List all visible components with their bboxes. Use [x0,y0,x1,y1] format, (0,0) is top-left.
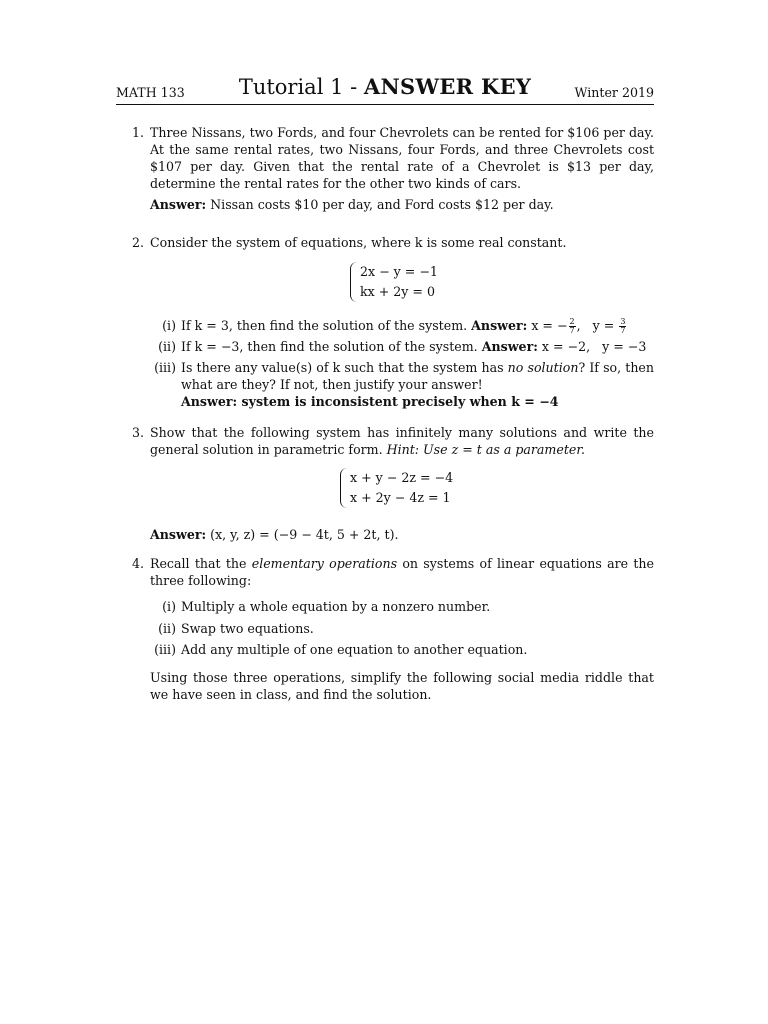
q3-text-a: Show that the following system has infinitely many solutions and write the general solution in parametric form. [150,425,654,457]
q4-i-text: Multiply a whole equation by a nonzero number. [181,599,491,614]
q3-hint: Hint: Use z = t as a parameter. [386,442,585,457]
q4-iii-label: (iii) [154,642,176,657]
q4-ii-text: Swap two equations. [181,621,314,636]
q3-eq2: x + 2y − 4z = 1 [350,490,451,505]
q1-number: 1. [132,125,145,140]
q2-ii-text: If k = −3, then find the solution of the system. [181,339,482,354]
q3-answer [150,526,654,543]
q3-answer-text: (x, y, z) = (−9 − 4t, 5 + 2t, t). [206,527,399,542]
page-header [116,74,654,105]
q2-brace [350,262,357,302]
q4-closing: Using those three operations, simplify the following social media riddle that we have seen in class, and find the solution. [150,670,654,702]
q2-i-answer-y: , y = [576,318,619,333]
q4-iii-text: Add any multiple of one equation to another equation. [181,642,528,657]
q2-system [350,262,438,302]
frac-y-num: 3 [620,317,626,326]
q2-i-answer-x: x = − [531,318,568,333]
q2-i-frac-y [619,318,626,335]
q2-i-answer-label: Answer: [471,318,528,333]
q3-system [340,468,453,508]
q2-number: 2. [132,235,145,250]
page-title [116,74,654,100]
title-bold: ANSWER KEY [363,74,532,99]
q1-text: Three Nissans, two Fords, and four Chevrolets can be rented for $106 per day. At the same rental rates, two Nissans, four Fords, and three Chevrolets cost $107 per day. Given that the rental rate of a Chevrolet is $13 per day, determine the rental rates for the other two kinds of cars. [150,125,654,191]
q3-number: 3. [132,425,145,440]
title-plain: Tutorial 1 - [238,75,364,99]
q2-eq1: 2x − y = −1 [360,264,438,279]
q3-answer-label: Answer: [150,527,207,542]
q1-answer [150,196,654,213]
frac-x-den: 7 [569,326,575,335]
q3-brace [340,468,347,508]
q2-ii-label: (ii) [158,339,176,354]
course-code: MATH 133 [116,85,185,100]
q2-iii-text-italic: no solution [507,360,579,375]
q1-answer-label: Answer: [150,197,207,212]
q4-text [150,555,654,589]
q4-text-a: Recall that the [150,556,252,571]
q2-iii-label: (iii) [154,360,176,375]
q4-i-label: (i) [162,599,176,614]
q2-eq2: kx + 2y = 0 [360,284,435,299]
q2-i-text: If k = 3, then find the solution of the system. [181,318,472,333]
q4-ii-label: (ii) [158,621,176,636]
frac-x-num: 2 [569,317,575,326]
term-label: Winter 2019 [574,85,654,100]
q2-iii-answer: Answer: system is inconsistent precisely when k = −4 [181,394,559,409]
q2-iii-text-a: Is there any value(s) of k such that the system has [181,360,508,375]
q3-text [150,424,654,458]
frac-y-den: 7 [620,326,626,335]
q2-ii-answer-label: Answer: [481,339,538,354]
q2-i-frac-x [569,318,576,335]
q4-text-italic: elementary operations [251,556,398,571]
q1-answer-text: Nissan costs $10 per day, and Ford costs $12 per day. [206,197,554,212]
q2-ii-answer: x = −2, y = −3 [537,339,647,354]
q2-i-label: (i) [162,318,176,333]
q4-number: 4. [132,556,145,571]
q2-text: Consider the system of equations, where k is some real constant. [150,235,567,250]
q4-text-b: on systems of linear equations are the three following: [150,556,654,588]
q3-eq1: x + y − 2z = −4 [350,470,454,485]
q2-iii-text-b: ? If so, then what are they? If not, then justify your answer! [181,360,654,392]
